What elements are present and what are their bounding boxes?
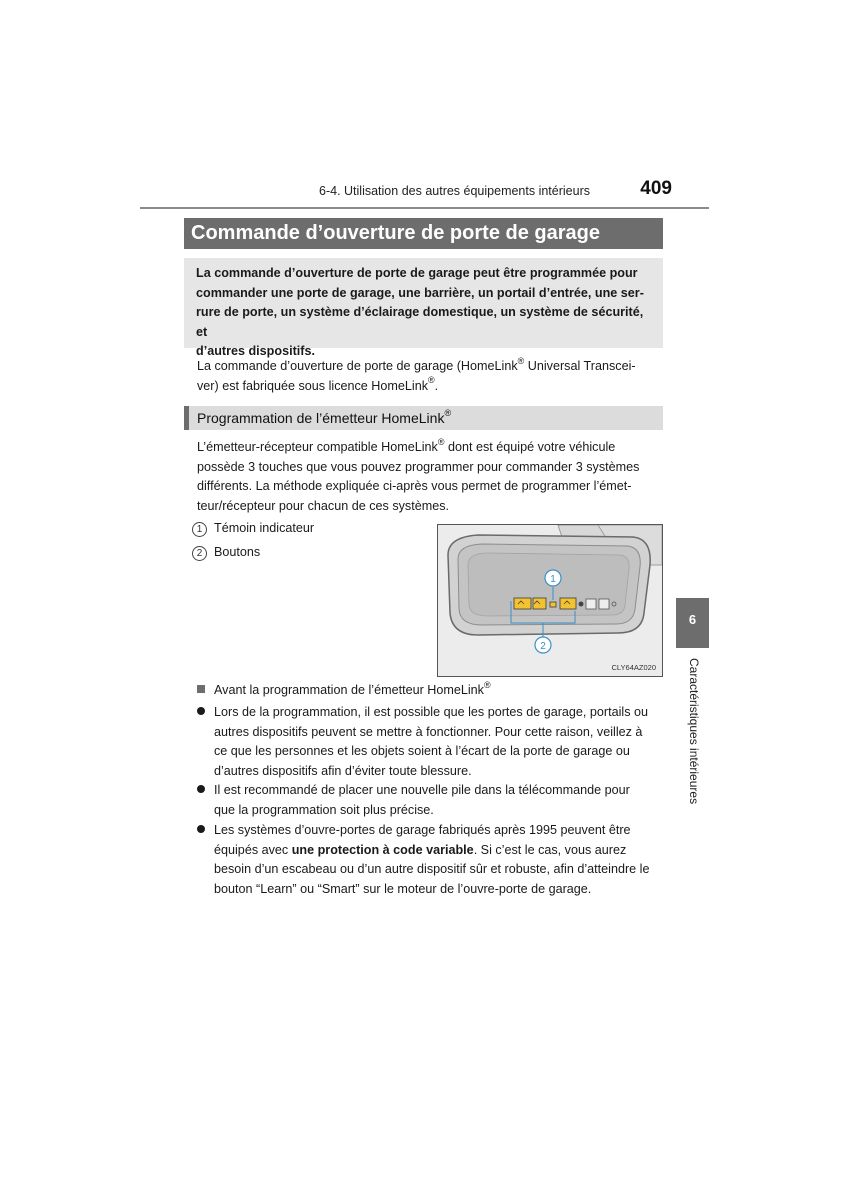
intro-line: d’autres dispositifs. — [196, 344, 315, 358]
page-number: 409 — [640, 178, 672, 199]
legend-number-2: 2 — [192, 546, 207, 561]
programming-paragraph — [197, 438, 663, 516]
callout-2: 2 — [540, 641, 546, 652]
square-marker-icon — [197, 681, 211, 701]
bullet-icon — [197, 821, 211, 841]
program-line: L’émetteur-récepteur compatible HomeLink® dont est équipé votre véhicule — [197, 436, 616, 454]
program-line: différents. La méthode expliquée ci-après vous permet de programmer l’émet- — [197, 479, 632, 493]
license-line-1: La commande d’ouverture de porte de garage (HomeLink® Universal Transcei- — [197, 355, 636, 373]
chapter-tab: 6 — [676, 598, 709, 648]
intro-line: commander une porte de garage, une barrière, un portail d’entrée, une ser- — [196, 285, 644, 300]
license-line-2: ver) est fabriquée sous licence HomeLink®. — [197, 375, 439, 393]
bullet-item: Les systèmes d’ouvre-portes de garage fabriqués après 1995 peuvent être équipés avec une protection à code variable. Si c’est le cas, vous aurez besoin d’un escabeau ou d’un autre dispositif sûr et robuste, afin d’atteindre le bouton “Learn” ou “Smart” sur le moteur de l’ouvre-porte de garage. — [197, 821, 663, 899]
program-line: teur/récepteur pour chacun de ces systèmes. — [197, 498, 450, 513]
legend-label-indicator: Témoin indicateur — [214, 521, 315, 535]
intro-line: La commande d’ouverture de porte de garage peut être programmée pour — [196, 266, 638, 280]
section-subtitle: Programmation de l’émetteur HomeLink® — [184, 406, 663, 430]
rolling-code-emphasis: une protection à code variable — [291, 842, 474, 857]
homelink-button-1 — [514, 598, 531, 609]
header-rule — [140, 207, 709, 209]
mirror-drawing — [438, 525, 662, 676]
bullet-icon — [197, 703, 211, 723]
chapter-label: Caractéristiques intérieures — [687, 658, 701, 805]
license-paragraph — [197, 357, 663, 396]
bullet-icon — [197, 781, 211, 801]
intro-box — [184, 258, 663, 358]
homelink-button-3 — [560, 598, 576, 609]
callout-1: 1 — [550, 574, 556, 585]
before-programming-heading: Avant la programmation de l’émetteur HomeLink® — [197, 681, 663, 701]
legend-label-buttons: Boutons — [214, 545, 261, 559]
mirror-illustration — [437, 524, 663, 677]
indicator-light — [550, 602, 556, 607]
bullet-item: Lors de la programmation, il est possible que les portes de garage, portails ou autres dispositifs peuvent se mettre à fonctionner. Pour cette raison, veillez à ce que les personnes et les objets soient à l’écart de la porte de garage ou d’autres dispositifs afin d’éviter toute blessure. — [197, 703, 663, 781]
intro-line: rure de porte, un système d’éclairage domestique, un système de sécurité, et — [196, 305, 644, 339]
program-line: possède 3 touches que vous pouvez programmer pour commander 3 systèmes — [197, 459, 640, 474]
running-header-section: 6-4. Utilisation des autres équipements intérieurs — [319, 184, 590, 198]
figure-code: CLY64AZ020 — [611, 663, 656, 672]
bullet-item: Il est recommandé de placer une nouvelle pile dans la télécommande pour que la programmation soit plus précise. — [197, 781, 663, 820]
main-title: Commande d’ouverture de porte de garage — [184, 218, 663, 249]
legend-number-1: 1 — [192, 522, 207, 537]
